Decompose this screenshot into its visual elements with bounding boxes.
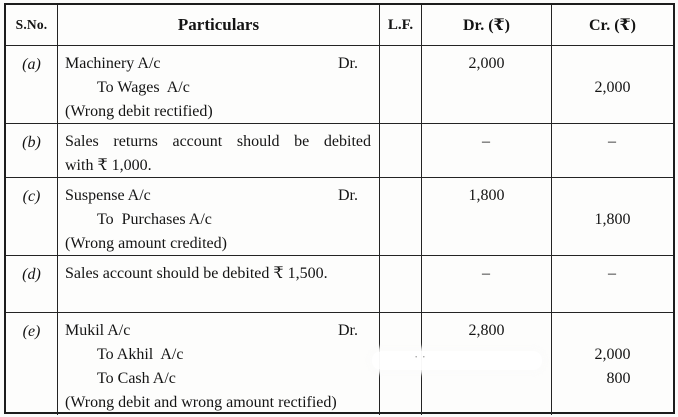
nil-dash: – — [608, 133, 617, 150]
amount: 1,800 — [468, 187, 505, 204]
amount: 2,000 — [468, 55, 505, 72]
row-a-lf — [379, 45, 421, 123]
row-c-dr-amount — [421, 177, 551, 255]
header-lf: L.F. — [379, 5, 421, 45]
note-line: with ₹ 1,000. — [65, 157, 152, 174]
amount-stack — [595, 343, 631, 391]
row-a-particulars — [57, 45, 379, 123]
header-particulars: Particulars — [57, 5, 379, 45]
row-b-dr-amount — [421, 123, 551, 177]
note-line: Sales returns account should be debited — [65, 133, 371, 150]
nil-dash: – — [608, 265, 617, 282]
row-d-particulars — [57, 255, 379, 312]
nil-dash: – — [482, 133, 491, 150]
row-b-sno: (b) — [6, 123, 57, 177]
rectification-journal-table — [4, 3, 675, 414]
whiteout-scan-smudge — [372, 351, 542, 370]
debit-entry-line — [65, 52, 371, 76]
row-d-lf — [379, 255, 421, 312]
row-a-sno: (a) — [6, 45, 57, 123]
credit-account: To Cash A/c — [97, 370, 176, 387]
credit-account: To Purchases A/c — [97, 211, 212, 228]
narration: (Wrong debit rectified) — [65, 103, 213, 120]
row-c-lf — [379, 177, 421, 255]
row-d-cr-amount — [551, 255, 673, 312]
debit-account: Machinery A/c — [65, 55, 161, 72]
narration: (Wrong amount credited) — [65, 235, 227, 252]
row-b-particulars — [57, 123, 379, 177]
row-b-cr-amount — [551, 123, 673, 177]
row-b-lf — [379, 123, 421, 177]
dr-marker: Dr. — [338, 187, 358, 204]
debit-entry-line — [65, 319, 371, 343]
debit-account: Mukil A/c — [65, 322, 131, 339]
debit-entry-line — [65, 184, 371, 208]
dr-marker: Dr. — [338, 55, 358, 72]
amount: 2,000 — [594, 79, 631, 96]
credit-account: To Akhil A/c — [97, 346, 184, 363]
row-a-cr-amount — [551, 45, 673, 123]
row-c-particulars — [57, 177, 379, 255]
amount: 800 — [606, 370, 631, 387]
header-cr: Cr. (₹) — [551, 5, 673, 45]
nil-dash: – — [482, 265, 491, 282]
row-d-sno: (d) — [6, 255, 57, 312]
amount: 2,000 — [594, 346, 631, 363]
row-c-sno: (c) — [6, 177, 57, 255]
row-e-particulars — [57, 312, 379, 415]
row-d-dr-amount — [421, 255, 551, 312]
dr-marker: Dr. — [338, 322, 358, 339]
row-a-dr-amount — [421, 45, 551, 123]
narration: (Wrong debit and wrong amount rectified) — [65, 394, 337, 411]
row-c-cr-amount — [551, 177, 673, 255]
note-line: Sales account should be debited ₹ 1,500. — [65, 265, 328, 282]
row-e-sno: (e) — [6, 312, 57, 415]
header-dr: Dr. (₹) — [421, 5, 551, 45]
row-e-cr-amount — [551, 312, 673, 415]
amount: 2,800 — [468, 322, 505, 339]
amount: 1,800 — [594, 211, 631, 228]
credit-account: To Wages A/c — [97, 79, 190, 96]
debit-account: Suspense A/c — [65, 187, 151, 204]
header-sno: S.No. — [15, 17, 48, 32]
